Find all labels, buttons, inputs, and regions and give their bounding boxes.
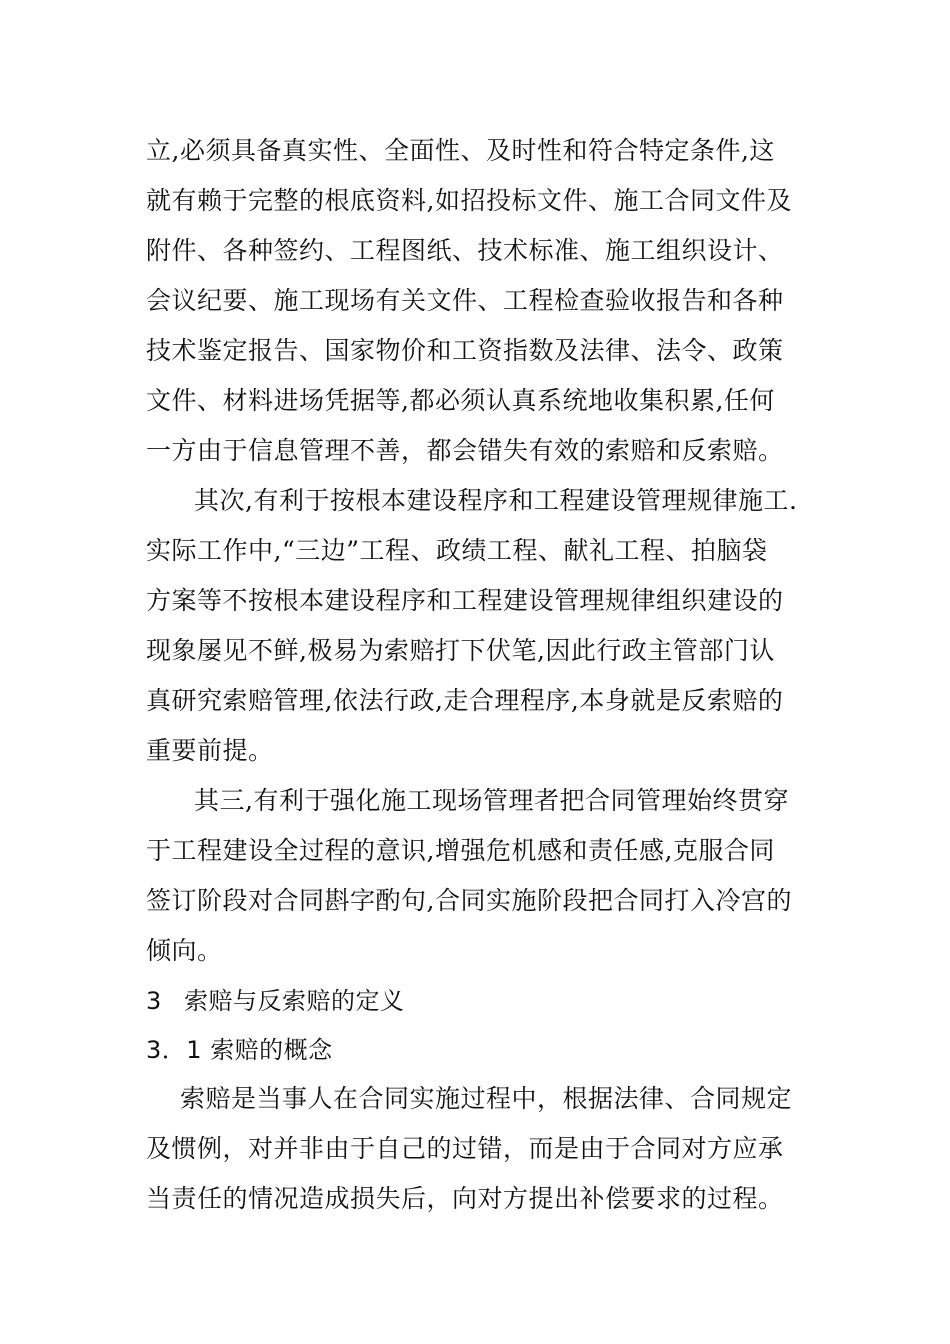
subsection-heading bbox=[146, 1030, 826, 1070]
paragraph-line: 实际工作中,“三边”工程、政绩工程、献礼工程、拍脑袋 bbox=[146, 536, 768, 565]
paragraph-line: 重要前提。 bbox=[146, 736, 274, 765]
paragraph-line: 附件、各种签约、工程图纸、技术标准、施工组织设计、 bbox=[146, 236, 784, 265]
paragraph-line: 文件、材料进场凭据等,都必须认真系统地收集积累,任何 bbox=[146, 386, 775, 415]
subsection-number: 3．1 bbox=[146, 1036, 203, 1064]
section-heading bbox=[146, 981, 826, 1021]
paragraph-line: 真研究索赔管理,依法行政,走合理程序,本身就是反索赔的 bbox=[146, 686, 784, 715]
paragraph-line: 及惯例，对并非由于自己的过错，而是由于合同对方应承 bbox=[146, 1134, 784, 1163]
paragraph-line: 签订阶段对合同斟字酌句,合同实施阶段把合同打入冷宫的 bbox=[146, 886, 792, 915]
paragraph-line: 于工程建设全过程的意识,增强危机感和责任感,克服合同 bbox=[146, 836, 775, 865]
paragraph-line: 会议纪要、施工现场有关文件、工程检查验收报告和各种 bbox=[146, 286, 784, 315]
section-number: 3 bbox=[146, 987, 162, 1015]
paragraph-line: 现象屡见不鲜,极易为索赔打下伏笔,因此行政主管部门认 bbox=[146, 636, 775, 665]
paragraph-line: 其次,有利于按根本建设程序和工程建设管理规律施工. bbox=[194, 486, 798, 515]
paragraph-line: 就有赖于完整的根底资料,如招投标文件、施工合同文件及 bbox=[146, 186, 792, 215]
paragraph-line: 立,必须具备真实性、全面性、及时性和符合特定条件,这 bbox=[146, 136, 775, 165]
paragraph-line: 一方由于信息管理不善，都会错失有效的索赔和反索赔。 bbox=[146, 436, 784, 465]
paragraph-line: 倾向。 bbox=[146, 936, 223, 965]
section-title: 索赔与反索赔的定义 bbox=[184, 987, 405, 1015]
subsection-title: 索赔的概念 bbox=[210, 1036, 333, 1064]
paragraph-line: 方案等不按根本建设程序和工程建设管理规律组织建设的 bbox=[146, 586, 784, 615]
paragraph-line: 技术鉴定报告、国家物价和工资指数及法律、法令、政策 bbox=[146, 336, 784, 365]
paragraph-line: 其三,有利于强化施工现场管理者把合同管理始终贯穿 bbox=[194, 786, 789, 815]
paragraph-line: 索赔是当事人在合同实施过程中，根据法律、合同规定 bbox=[180, 1084, 793, 1113]
paragraph-line: 当责任的情况造成损失后，向对方提出补偿要求的过程。 bbox=[146, 1184, 784, 1213]
